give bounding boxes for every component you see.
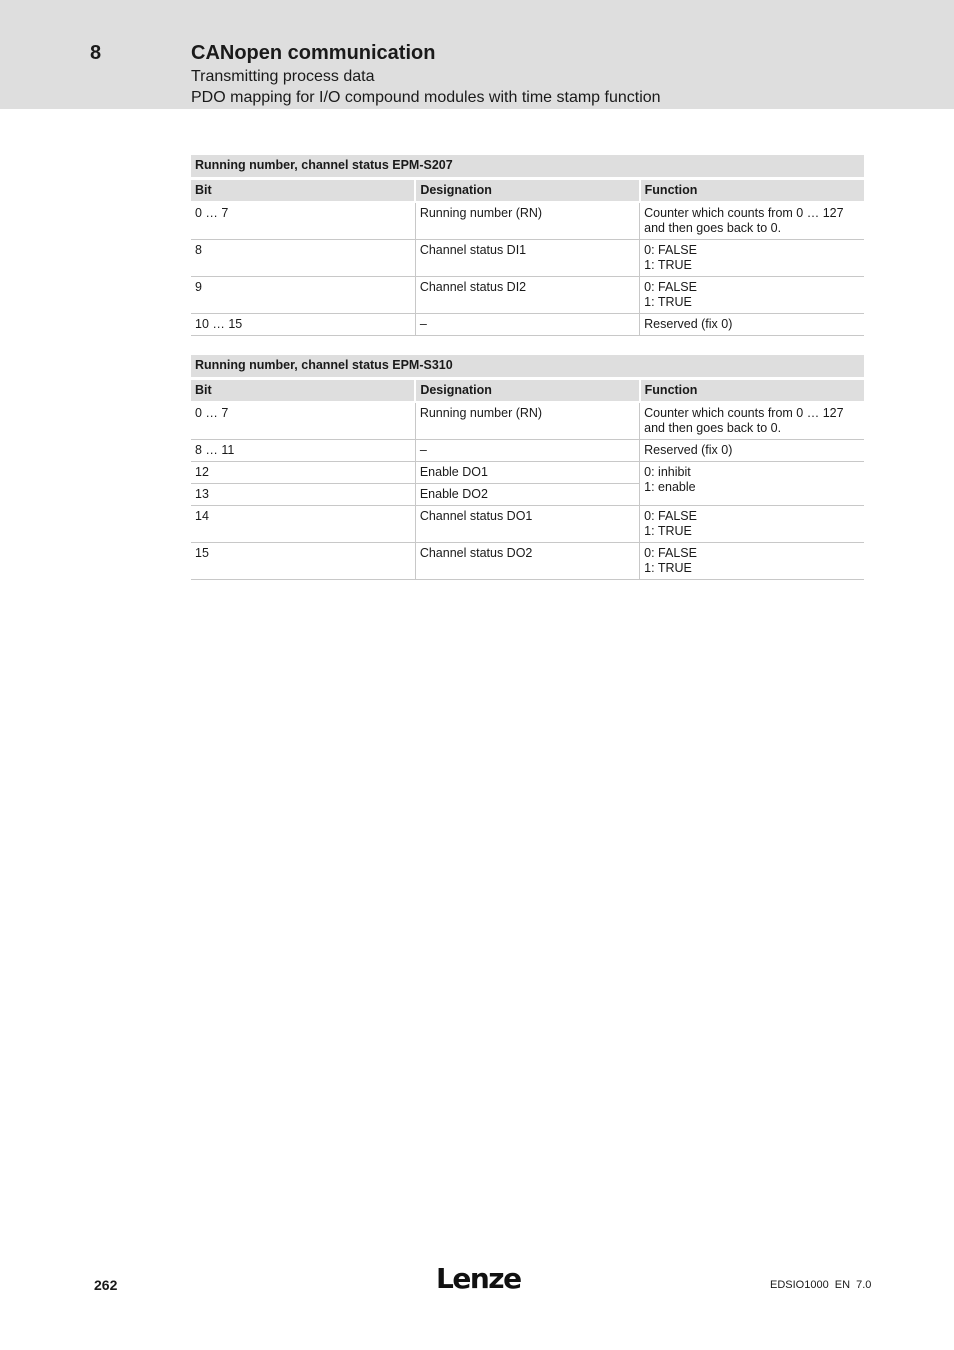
column-header-designation: Designation — [415, 179, 639, 203]
cell-bit: 0 … 7 — [191, 402, 415, 440]
page-number: 262 — [94, 1277, 118, 1293]
cell-function: Reserved (fix 0) — [640, 314, 864, 336]
cell-bit: 14 — [191, 506, 415, 543]
cell-function: Counter which counts from 0 … 127 and then goes back to 0. — [640, 402, 864, 440]
function-line: 0: inhibit — [644, 465, 691, 479]
cell-designation: Channel status DI2 — [415, 277, 639, 314]
function-line: 1: TRUE — [644, 524, 692, 538]
lenze-logo: Lenze — [436, 1262, 521, 1295]
cell-designation: Channel status DO2 — [415, 543, 639, 580]
cell-bit: 13 — [191, 484, 415, 506]
cell-function — [640, 462, 864, 506]
cell-designation: Enable DO2 — [415, 484, 639, 506]
table-epm-s207 — [191, 155, 864, 336]
table-row — [191, 462, 864, 484]
column-header-function: Function — [640, 179, 864, 203]
column-header-bit: Bit — [191, 179, 415, 203]
function-line: 0: FALSE — [644, 509, 697, 523]
table-row — [191, 314, 864, 336]
table-row — [191, 277, 864, 314]
chapter-number: 8 — [90, 42, 102, 64]
table-caption: Running number, channel status EPM-S310 — [191, 355, 864, 379]
function-line: 0: FALSE — [644, 280, 697, 294]
cell-bit: 15 — [191, 543, 415, 580]
cell-function — [640, 506, 864, 543]
subsection-subtitle: PDO mapping for I/O compound modules with time stamp function — [191, 89, 661, 106]
function-line: 0: FALSE — [644, 546, 697, 560]
table-row — [191, 402, 864, 440]
cell-bit: 8 … 11 — [191, 440, 415, 462]
function-line: 1: TRUE — [644, 561, 692, 575]
table-row — [191, 202, 864, 240]
table-row — [191, 440, 864, 462]
cell-function: Reserved (fix 0) — [640, 440, 864, 462]
cell-designation: Running number (RN) — [415, 202, 639, 240]
function-line: 1: enable — [644, 480, 696, 494]
function-line: 1: TRUE — [644, 258, 692, 272]
table-epm-s310 — [191, 355, 864, 580]
cell-designation: Channel status DO1 — [415, 506, 639, 543]
cell-designation: – — [415, 314, 639, 336]
function-line: 1: TRUE — [644, 295, 692, 309]
chapter-title: CANopen communication — [191, 42, 436, 64]
table-row — [191, 240, 864, 277]
column-header-bit: Bit — [191, 379, 415, 403]
cell-bit: 0 … 7 — [191, 202, 415, 240]
table-row — [191, 543, 864, 580]
cell-designation: Running number (RN) — [415, 402, 639, 440]
cell-function — [640, 543, 864, 580]
cell-designation: Channel status DI1 — [415, 240, 639, 277]
cell-designation: Enable DO1 — [415, 462, 639, 484]
cell-bit: 10 … 15 — [191, 314, 415, 336]
cell-bit: 12 — [191, 462, 415, 484]
document-code: EDSIO1000 EN 7.0 — [770, 1279, 872, 1291]
function-line: 0: FALSE — [644, 243, 697, 257]
cell-function — [640, 277, 864, 314]
cell-designation: – — [415, 440, 639, 462]
section-subtitle: Transmitting process data — [191, 68, 375, 85]
column-header-function: Function — [640, 379, 864, 403]
cell-bit: 8 — [191, 240, 415, 277]
table-row — [191, 506, 864, 543]
table-header-row — [191, 379, 864, 403]
table-header-row — [191, 179, 864, 203]
table-caption: Running number, channel status EPM-S207 — [191, 155, 864, 179]
cell-function: Counter which counts from 0 … 127 and then goes back to 0. — [640, 202, 864, 240]
column-header-designation: Designation — [415, 379, 639, 403]
cell-bit: 9 — [191, 277, 415, 314]
cell-function — [640, 240, 864, 277]
